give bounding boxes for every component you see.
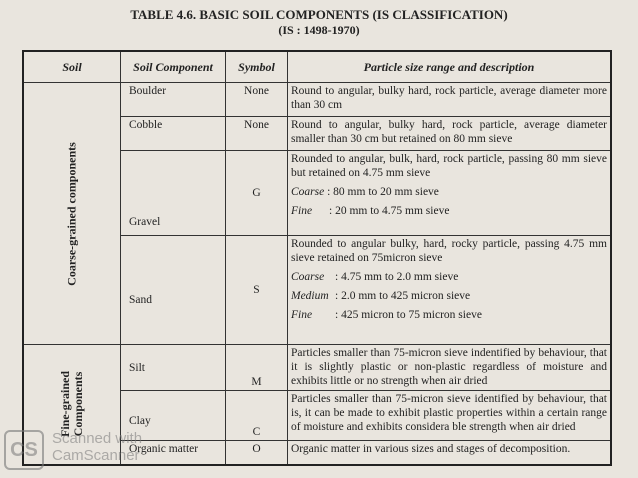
group-fine-label: [59, 371, 85, 437]
component-cobble: Cobble: [121, 117, 226, 151]
group-fine-line1: Fine-grained: [58, 371, 72, 438]
header-symbol: Symbol: [226, 51, 288, 83]
symbol-sand: S: [226, 236, 288, 345]
description-cobble: Round to angular, bulky hard, rock particle, average diameter smaller than 30 cm but retained on 80 mm sieve: [288, 117, 612, 151]
header-component: Soil Component: [121, 51, 226, 83]
sand-sub-label: Medium: [291, 290, 329, 302]
group-fine-line2: Components: [71, 371, 85, 437]
table-row: [23, 83, 611, 117]
symbol-clay: C: [226, 391, 288, 441]
group-coarse-label: Coarse-grained components: [64, 141, 79, 286]
component-gravel: Gravel: [121, 151, 226, 236]
table-title: TABLE 4.6. BASIC SOIL COMPONENTS (IS CLASSIFICATION): [130, 7, 508, 22]
gravel-sub-label: Fine: [291, 205, 313, 217]
description-silt: Particles smaller than 75-micron sieve indentified by behaviour, that it is slightly plastic or non-plastic regardless of moisture and exhibits little or no strength when air dried: [288, 345, 612, 391]
sand-sub-value: : 425 micron to 75 micron sieve: [335, 309, 482, 321]
component-sand: Sand: [121, 236, 226, 345]
sand-sub-label: Coarse: [291, 271, 325, 283]
sand-sub-label: Fine: [291, 309, 313, 321]
header-soil: Soil: [23, 51, 121, 83]
description-clay: Particles smaller than 75-micron sieve identified by behaviour, that is, it can be made to exhibit plastic properties within a certain range of moisture and exhibits considera ble strength when air dried: [288, 391, 612, 441]
header-description: Particle size range and description: [288, 51, 612, 83]
component-boulder: Boulder: [121, 83, 226, 117]
symbol-gravel: G: [226, 151, 288, 236]
gravel-text: Rounded to angular, bulk, hard, rock particle, passing 80 mm sieve but retained on 4.75 mm sieve: [291, 153, 607, 179]
header-row: [23, 51, 611, 83]
symbol-silt: M: [226, 345, 288, 391]
symbol-cobble: None: [226, 117, 288, 151]
gravel-sub-value: : 20 mm to 4.75 mm sieve: [329, 205, 450, 217]
gravel-sub-label: Coarse: [291, 186, 325, 198]
table-subtitle: (IS : 1498-1970): [278, 23, 360, 37]
table-row: [23, 345, 611, 391]
description-organic: Organic matter in various sizes and stages of decomposition.: [288, 441, 612, 465]
watermark-line2: CamScanner: [52, 447, 140, 464]
component-silt: Silt: [121, 345, 226, 391]
component-organic: Organic matter: [121, 441, 226, 465]
group-coarse: [23, 83, 121, 345]
symbol-boulder: None: [226, 83, 288, 117]
sand-text: Rounded to angular bulky, hard, rocky particle, passing 4.75 mm sieve retained on 75micron sieve: [291, 238, 607, 264]
description-sand: [288, 236, 612, 345]
gravel-sub-value: : 80 mm to 20 mm sieve: [327, 186, 439, 198]
watermark-line1: Scanned with: [52, 430, 143, 447]
component-clay: Clay: [121, 391, 226, 441]
soil-components-table: [22, 50, 612, 466]
description-gravel: [288, 151, 612, 236]
description-boulder: Round to angular, bulky hard, rock particle, average diameter more than 30 cm: [288, 83, 612, 117]
sand-sub-value: : 2.0 mm to 425 micron sieve: [335, 290, 471, 302]
symbol-organic: O: [226, 441, 288, 465]
sand-sub-value: : 4.75 mm to 2.0 mm sieve: [335, 271, 459, 283]
camscanner-logo-icon: CS: [4, 430, 44, 470]
